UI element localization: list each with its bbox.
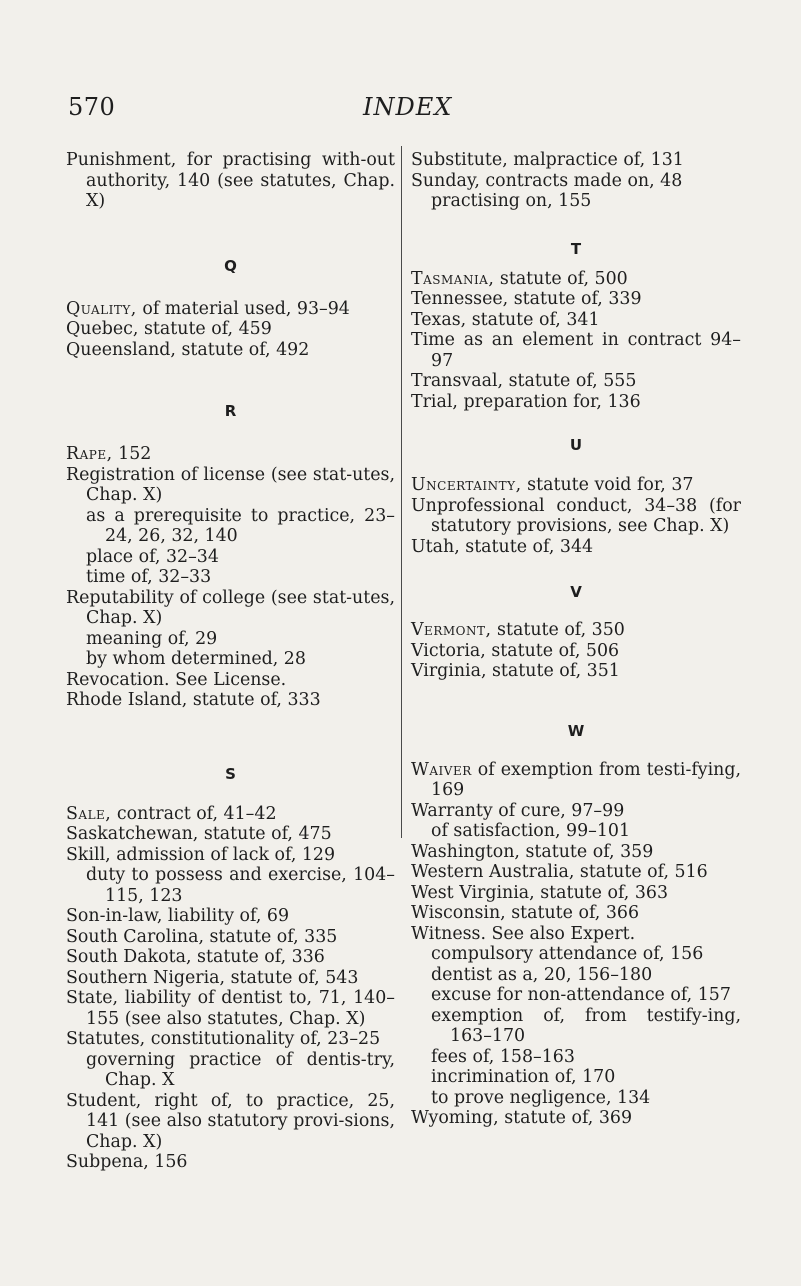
entry-text: Registration of license (see stat-utes, Chap. X) (66, 464, 395, 505)
index-entry (66, 865, 395, 906)
entry-text: dentist as a, 20, 156–180 (431, 964, 653, 985)
entry-text: Reputability of college (see stat-utes, Chap. X) (66, 587, 395, 628)
index-entry (66, 1029, 395, 1050)
entries-s (66, 804, 395, 1173)
index-entry (66, 988, 395, 1029)
entry-text: Southern Nigeria, statute of, 543 (66, 967, 359, 988)
entry-text: Trial, preparation for, 136 (411, 391, 641, 412)
entry-text: Witness. See also Expert. (411, 923, 636, 944)
index-entry (66, 947, 395, 968)
index-entry (66, 299, 395, 320)
entry-text: Utah, statute of, 344 (411, 536, 594, 557)
index-entry (411, 985, 741, 1006)
index-entry (66, 444, 395, 465)
entry-heading: Sale, (66, 803, 112, 824)
entry-heading: Rape, (66, 444, 113, 464)
entry-text: of exemption from testi-fying, 169 (431, 759, 741, 800)
entry-text: State, liability of dentist to, 71, 140–155 (see also statutes, Chap. X) (66, 988, 395, 1029)
entry-text: Victoria, statute of, 506 (411, 640, 620, 661)
index-entry (66, 340, 395, 361)
index-entry (66, 1152, 395, 1173)
entries-r (66, 444, 395, 711)
running-head: INDEX (363, 93, 453, 121)
index-entry (66, 319, 395, 340)
index-entry (411, 760, 741, 801)
index-entry (411, 620, 741, 641)
index-entry (66, 1091, 395, 1153)
entry-text: Texas, statute of, 341 (411, 309, 600, 330)
index-column-left (66, 150, 395, 1173)
index-entry (411, 1006, 741, 1047)
entry-text: Punishment, for practising with-out authority, 140 (see statutes, Chap. X) (66, 150, 395, 211)
index-entry (66, 968, 395, 989)
section-letter-s: S (225, 764, 236, 783)
index-entry (411, 965, 741, 986)
entry-text: compulsory attendance of, 156 (431, 944, 704, 964)
index-entry (66, 547, 395, 568)
index-entry (411, 842, 741, 863)
entry-text: to prove negligence, 134 (431, 1087, 651, 1108)
entry-text: governing practice of dentis-try, Chap. X (86, 1049, 395, 1090)
entry-text: Transvaal, statute of, 555 (411, 371, 637, 391)
entry-text: Rhode Island, statute of, 333 (66, 690, 321, 710)
index-entry (411, 392, 741, 413)
entry-text: statute of, 350 (491, 620, 625, 640)
index-entry (66, 845, 395, 866)
index-entry (411, 269, 741, 290)
index-entry (66, 690, 395, 711)
entry-text: time of, 32–33 (86, 567, 212, 587)
index-entry (411, 191, 741, 212)
index-entry (411, 862, 741, 883)
entry-text: Queensland, statute of, 492 (66, 339, 310, 360)
entry-text: Time as an element in contract 94–97 (411, 330, 741, 371)
index-entry (411, 1067, 741, 1088)
index-entry (411, 641, 741, 662)
index-entry (66, 1050, 395, 1091)
index-entry (411, 821, 741, 842)
index-column-right (411, 150, 741, 1129)
entry-text: Western Australia, statute of, 516 (411, 862, 708, 882)
entry-text: Revocation. See License. (66, 669, 287, 690)
entry-text: Skill, admission of lack of, 129 (66, 844, 336, 865)
entries-w (411, 760, 741, 1129)
entry-text: incrimination of, 170 (431, 1067, 616, 1087)
section-letter-u: U (569, 436, 583, 454)
index-entry (411, 944, 741, 965)
entry-heading: Uncertainty, (411, 475, 522, 495)
entry-text: practising on, 155 (431, 191, 592, 211)
index-entry (66, 804, 395, 825)
index-entry (411, 475, 741, 496)
index-entry (66, 506, 395, 547)
entry-text: contract of, 41–42 (111, 803, 277, 824)
index-entry (411, 801, 741, 822)
entries-q (66, 299, 395, 361)
index-entry (66, 649, 395, 670)
entries-t (411, 269, 741, 413)
entry-text: by whom determined, 28 (86, 649, 306, 669)
entry-text: duty to possess and exercise, 104–115, 123 (86, 865, 395, 906)
entry-text: Wyoming, statute of, 369 (411, 1108, 633, 1128)
entry-text: Statutes, constitutionality of, 23–25 (66, 1029, 381, 1049)
index-entry (411, 310, 741, 331)
entry-text: Unprofessional conduct, 34–38 (for statutory provisions, see Chap. X) (411, 495, 741, 536)
index-entry (66, 465, 395, 506)
index-entry (66, 150, 395, 212)
entry-text: Washington, statute of, 359 (411, 841, 654, 862)
index-entry (411, 150, 741, 171)
entry-text: meaning of, 29 (86, 628, 218, 649)
entries-p (66, 150, 395, 212)
entry-text: place of, 32–34 (86, 546, 219, 567)
index-entry (411, 924, 741, 945)
index-entry (66, 927, 395, 948)
entry-text: South Dakota, statute of, 336 (66, 947, 325, 967)
entry-text: Student, right of, to practice, 25, 141 (see also statutory provi-sions, Chap. X) (66, 1090, 395, 1152)
entry-text: Virginia, statute of, 351 (411, 661, 620, 681)
index-entry (411, 537, 741, 558)
column-divider (401, 146, 402, 838)
entry-text: of satisfaction, 99–101 (431, 821, 631, 841)
entry-text: Quebec, statute of, 459 (66, 319, 272, 339)
entry-text: as a prerequisite to practice, 23–24, 26, 32, 140 (86, 505, 395, 546)
entries-u (411, 475, 741, 557)
page-number: 570 (68, 93, 116, 121)
index-entry (66, 906, 395, 927)
index-entry (411, 171, 741, 192)
section-letter-t: T (570, 239, 582, 258)
index-entry (411, 1088, 741, 1109)
entry-text: Sunday, contracts made on, 48 (411, 170, 683, 191)
section-letter-v: V (570, 583, 582, 601)
index-entry (411, 1108, 741, 1129)
entry-text: Wisconsin, statute of, 366 (411, 903, 640, 923)
entry-text: statute of, 500 (494, 268, 628, 289)
index-entry (66, 824, 395, 845)
entry-text: statute void for, 37 (521, 475, 694, 495)
index-entry (411, 330, 741, 371)
entry-text: of material used, 93–94 (136, 298, 350, 319)
index-entry (411, 289, 741, 310)
entry-text: Subpena, 156 (66, 1152, 188, 1172)
index-entry (411, 496, 741, 537)
index-entry (66, 588, 395, 629)
entries-s-continued (411, 150, 741, 212)
entry-text: 152 (112, 444, 152, 464)
index-entry (411, 903, 741, 924)
section-letter-w: W (567, 721, 585, 740)
entry-heading: Tasmania, (411, 268, 495, 289)
entry-text: Saskatchewan, statute of, 475 (66, 824, 332, 844)
index-entry (411, 1047, 741, 1068)
index-entry (411, 883, 741, 904)
index-entry (411, 371, 741, 392)
entry-text: fees of, 158–163 (431, 1046, 575, 1067)
section-letter-q: Q (224, 256, 237, 275)
entry-heading: Quality, (66, 298, 137, 319)
index-entry (66, 629, 395, 650)
entry-heading: Waiver (411, 759, 472, 780)
entries-v (411, 620, 741, 682)
entry-heading: Vermont, (411, 620, 492, 640)
entry-text: Substitute, malpractice of, 131 (411, 150, 684, 170)
entry-text: Son-in-law, liability of, 69 (66, 906, 290, 926)
entry-text: Tennessee, statute of, 339 (411, 289, 642, 309)
index-entry (66, 567, 395, 588)
section-letter-r: R (224, 402, 237, 420)
entry-text: exemption of, from testify-ing, 163–170 (431, 1005, 741, 1046)
index-entry (411, 661, 741, 682)
entry-text: excuse for non-attendance of, 157 (431, 985, 731, 1005)
index-entry (66, 670, 395, 691)
entry-text: Warranty of cure, 97–99 (411, 800, 625, 821)
entry-text: West Virginia, statute of, 363 (411, 882, 669, 903)
entry-text: South Carolina, statute of, 335 (66, 926, 338, 947)
